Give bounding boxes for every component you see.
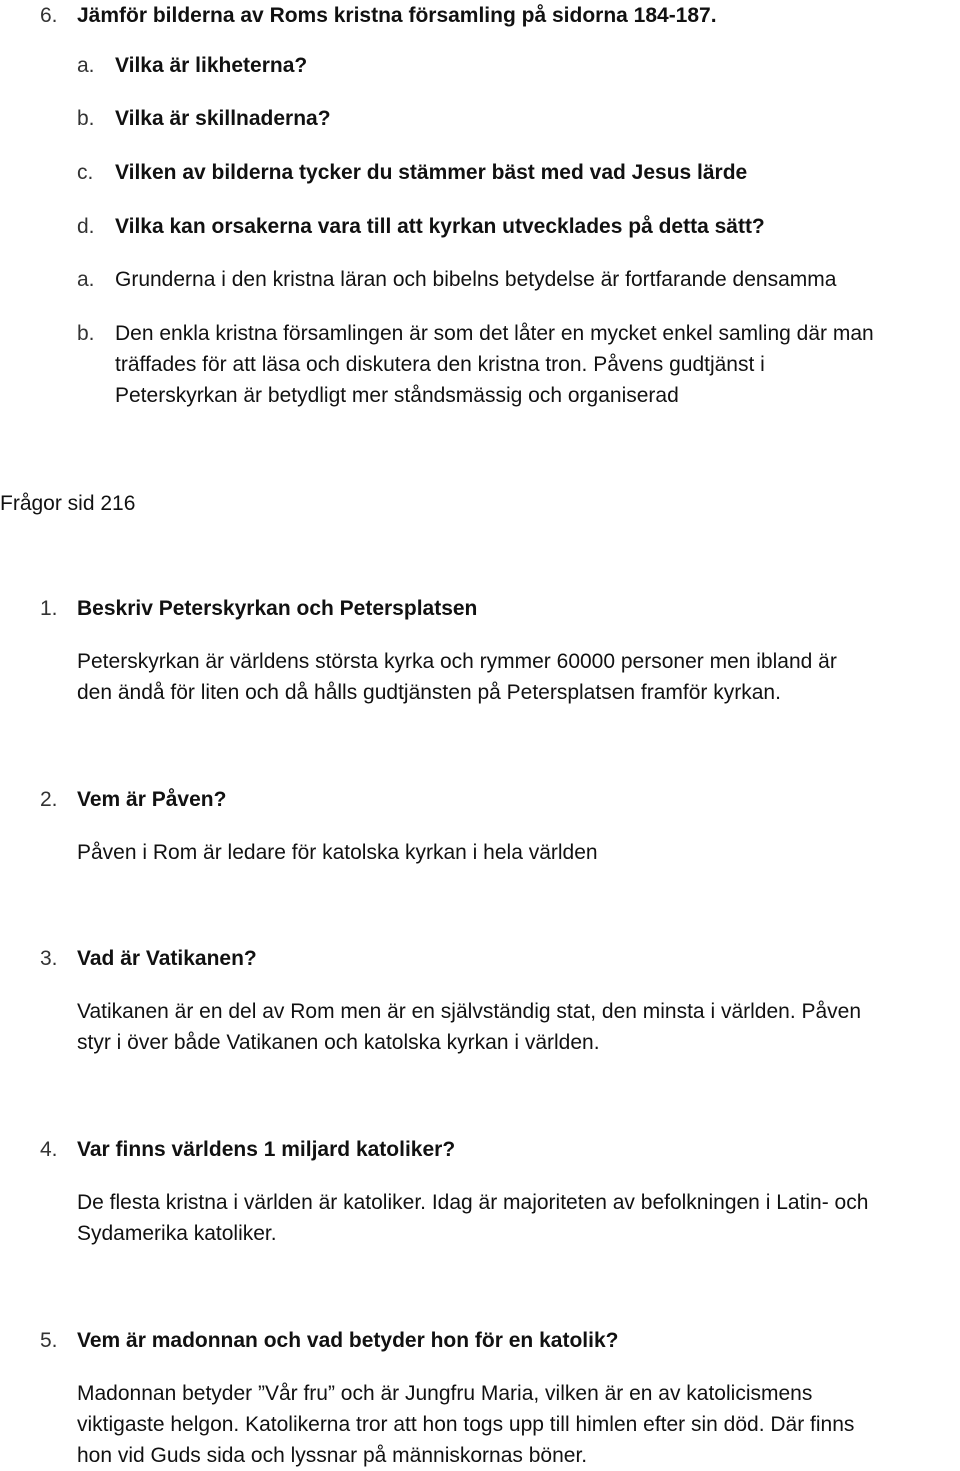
question-title: Jämför bilderna av Roms kristna församling på sidorna 184-187. <box>77 4 717 27</box>
answer-letter: a. <box>77 268 95 291</box>
answer-text-line: Den enkla kristna församlingen är som det låter en mycket enkel samling där man <box>115 322 874 345</box>
answer-text: Grunderna i den kristna läran och bibelns betydelse är fortfarande densamma <box>115 268 837 291</box>
answer-text-line: den ändå för liten och då hålls gudtjänsten på Petersplatsen framför kyrkan. <box>77 681 781 704</box>
answer-text-line: Peterskyrkan är betydligt mer ståndsmässig och organiserad <box>115 384 679 407</box>
question-title: Vad är Vatikanen? <box>77 947 257 970</box>
subquestion-text: Vilka kan orsakerna vara till att kyrkan utvecklades på detta sätt? <box>115 215 765 238</box>
answer-letter: b. <box>77 322 95 345</box>
answer-text-line: Peterskyrkan är världens största kyrka och rymmer 60000 personer men ibland är <box>77 650 837 673</box>
subquestion-letter: d. <box>77 215 95 238</box>
answer-text-line: Påven i Rom är ledare för katolska kyrkan i hela världen <box>77 841 598 864</box>
answer-text-line: De flesta kristna i världen är katoliker. Idag är majoriteten av befolkningen i Latin- och <box>77 1191 869 1214</box>
subquestion-letter: b. <box>77 107 95 130</box>
answer-text-line: Vatikanen är en del av Rom men är en självständig stat, den minsta i världen. Påven <box>77 1000 862 1023</box>
answer-text-line: hon vid Guds sida och lyssnar på människornas böner. <box>77 1444 588 1467</box>
question-number: 5. <box>40 1329 58 1352</box>
answer-text-line: Sydamerika katoliker. <box>77 1222 277 1245</box>
answer-text-line: styr i över både Vatikanen och katolska kyrkan i världen. <box>77 1031 600 1054</box>
answer-text-line: Madonnan betyder ”Vår fru” och är Jungfru Maria, vilken är en av katolicismens <box>77 1382 813 1405</box>
section-heading: Frågor sid 216 <box>0 492 136 515</box>
subquestion-letter: c. <box>77 161 94 184</box>
question-number: 2. <box>40 788 58 811</box>
question-title: Vem är madonnan och vad betyder hon för en katolik? <box>77 1329 619 1352</box>
subquestion-text: Vilken av bilderna tycker du stämmer bäst med vad Jesus lärde <box>115 161 748 184</box>
question-title: Beskriv Peterskyrkan och Petersplatsen <box>77 597 478 620</box>
subquestion-text: Vilka är likheterna? <box>115 54 308 77</box>
question-number: 3. <box>40 947 58 970</box>
question-number: 1. <box>40 597 58 620</box>
question-number: 6. <box>40 4 58 27</box>
subquestion-letter: a. <box>77 54 95 77</box>
question-number: 4. <box>40 1138 58 1161</box>
subquestion-text: Vilka är skillnaderna? <box>115 107 331 130</box>
question-title: Var finns världens 1 miljard katoliker? <box>77 1138 456 1161</box>
answer-text-line: viktigaste helgon. Katolikerna tror att hon togs upp till himlen efter sin död. Där finns <box>77 1413 855 1436</box>
question-title: Vem är Påven? <box>77 788 227 811</box>
answer-text-line: träffades för att läsa och diskutera den kristna tron. Påvens gudtjänst i <box>115 353 765 376</box>
